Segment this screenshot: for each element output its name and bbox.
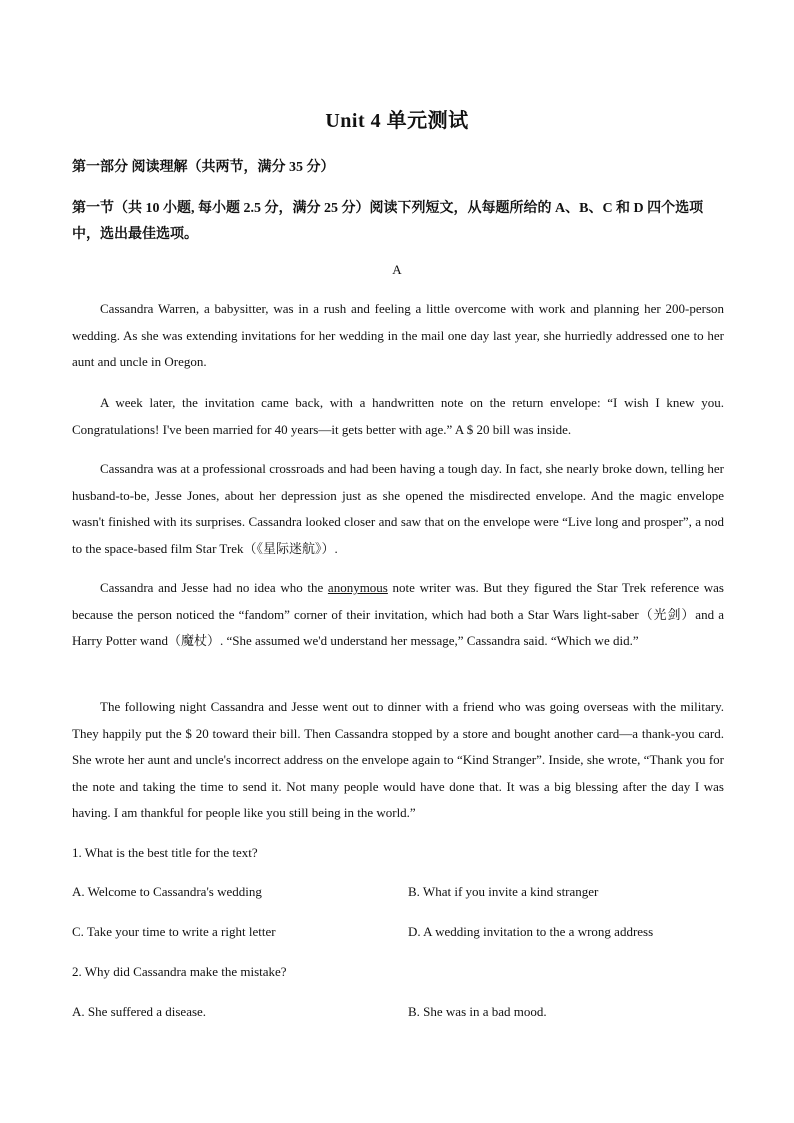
question-1-option-b: B. What if you invite a kind stranger: [408, 884, 599, 899]
section-instructions: 第一节（共 10 小题, 每小题 2.5 分，满分 25 分）阅读下列短文，从每题所给的 A、B、C 和 D 四个选项中，选出最佳选项。: [72, 201, 704, 242]
paragraph-1: Cassandra Warren, a babysitter, was in a rush and feeling a little overcome with work and planning her 200-person wedding. As she was extending invitations for her wedding in the mail one day last year, she hurriedly addressed one to her aunt and uncle in Oregon.: [72, 301, 724, 369]
passage-label: A: [392, 262, 402, 277]
paragraph-4: [72, 575, 724, 655]
question-2-option-b: B. She was in a bad mood.: [408, 1004, 547, 1019]
underlined-word-anonymous: anonymous: [327, 580, 388, 595]
paragraph-2: A week later, the invitation came back, with a handwritten note on the return envelope: “I wish I knew you. Congratulations! I've been married for 40 years—it gets better with age.” A $ 20 bill was inside.: [72, 395, 724, 437]
question-1-stem: 1. What is the best title for the text?: [72, 845, 258, 860]
paragraph-4-text-after: note writer was. But they figured the Star Trek reference was because the person noticed the “fandom” corner of their invitation, which had both a Star Wars light-saber（光剑）and a Harry Potter wand（魔杖）. “She assumed we'd understand her message,” Cassandra said. “Which we did.”: [72, 580, 724, 648]
question-2-stem: 2. Why did Cassandra make the mistake?: [72, 964, 287, 979]
paragraph-5: The following night Cassandra and Jesse went out to dinner with a friend who was going overseas with the military. They happily put the $ 20 toward their bill. Then Cassandra stopped by a store and bought another card—a thank-you card. She wrote her aunt and uncle's incorrect address on the envelope again to “Kind Stranger”. Inside, she wrote, “Thank you for the note and taking the time to send it. Not many people would have done that. It was a big blessing after the day I was having. I am thankful for people like you still being in the world.”: [72, 699, 724, 820]
question-1-option-c: C. Take your time to write a right letter: [72, 924, 276, 939]
paragraph-3: Cassandra was at a professional crossroads and had been having a tough day. In fact, she nearly broke down, telling her husband-to-be, Jesse Jones, about her depression just as she opened the misdirected envelope. And the magic envelope wasn't finished with its surprises. Cassandra looked closer and saw that on the envelope were “Live long and prosper”, a nod to the space-based film Star Trek（《星际迷航》）.: [72, 461, 724, 556]
page-title: Unit 4 单元测试: [325, 110, 469, 132]
question-1-option-d: D. A wedding invitation to the a wrong address: [408, 924, 654, 939]
question-2-option-a: A. She suffered a disease.: [72, 1004, 207, 1019]
paragraph-4-text-before: Cassandra and Jesse had no idea who the: [100, 580, 328, 595]
question-1-option-a: A. Welcome to Cassandra's wedding: [72, 884, 262, 899]
section-heading-part-one: 第一部分 阅读理解（共两节，满分 35 分）: [72, 160, 335, 175]
